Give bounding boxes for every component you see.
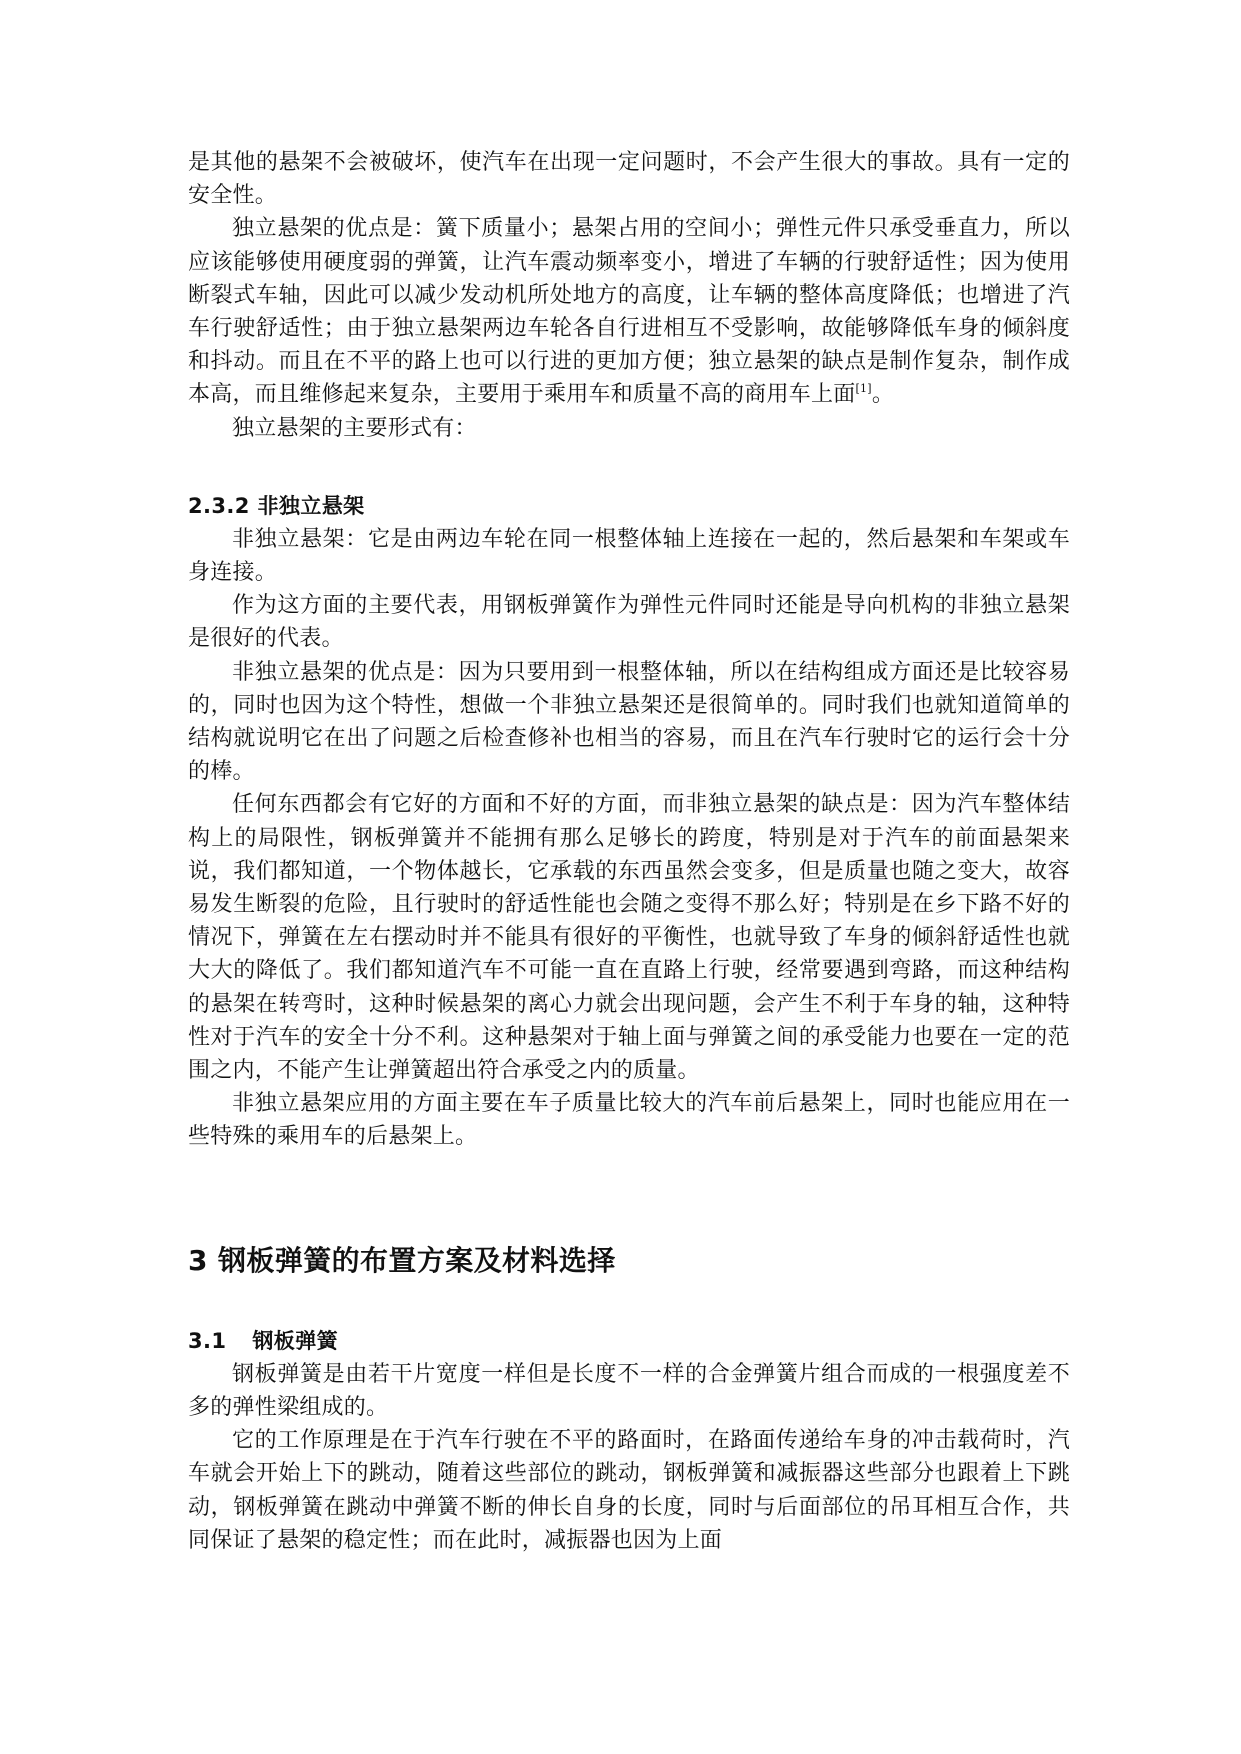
paragraph-independent-suspension-pros-cons <box>188 212 1070 411</box>
section-title: 非独立悬架 <box>257 493 365 518</box>
section-heading-3-1 <box>188 1325 1070 1358</box>
paragraph-independent-suspension-safety: 是其他的悬架不会被破坏，使汽车在出现一定问题时，不会产生很大的事故。具有一定的安全性。 <box>188 150 1070 209</box>
paragraph-dependent-suspension-definition: 非独立悬架：它是由两边车轮在同一根整体轴上连接在一起的，然后悬架和车架或车身连接。 <box>188 526 1070 586</box>
paragraph-dependent-suspension-applications: 非独立悬架应用的方面主要在车子质量比较大的汽车前后悬架上，同时也能应用在一些特殊的乘用车的后悬架上。 <box>188 1091 1070 1150</box>
paragraph-dependent-suspension-cons: 任何东西都会有它好的方面和不好的方面，而非独立悬架的缺点是：因为汽车整体结构上的局限性，钢板弹簧并不能拥有那么足够长的跨度，特别是对于汽车的前面悬架来说，我们都知道，一个物体越长，它承载的东西虽然会变多，但是质量也随之变大，故容易发生断裂的危险，且行驶时的舒适性能也会随之变得不那么好；特别是在乡下路不好的情况下，弹簧在左右摆动时并不能具有很好的平衡性，也就导致了车身的倾斜舒适性也就大大的降低了。我们都知道汽车不可能一直在直路上行驶，经常要遇到弯路，而这种结构的悬架在转弯时，这种时候悬架的离心力就会出现问题，会产生不利于车身的轴，这种特性对于汽车的安全十分不利。这种悬架对于轴上面与弹簧之间的承受能力也要在一定的范围之内，不能产生让弹簧超出符合承受之内的质量。 <box>188 792 1070 1084</box>
paragraph-leaf-spring-definition: 钢板弹簧是由若干片宽度一样但是长度不一样的合金弹簧片组合而成的一根强度差不多的弹性梁组成的。 <box>188 1361 1070 1420</box>
paragraph-text: 独立悬架的优点是：簧下质量小；悬架占用的空间小；弹性元件只承受垂直力，所以应该能够使用硬度弱的弹簧，让汽车震动频率变小，增进了车辆的行驶舒适性；因为使用断裂式车轴，因此可以减少发动机所处地方的高度，让车辆的整体高度降低；也增进了汽车行驶舒适性；由于独立悬架两边车轮各自行进相互不受影响，故能够降低车身的倾斜度和抖动。而且在不平的路上也可以行进的更加方便；独立悬架的缺点是制作复杂，制作成本高，而且维修起来复杂，主要用于乘用车和质量不高的商用车上面 <box>188 216 1070 408</box>
chapter-heading-3: 3 钢板弹簧的布置方案及材料选择 <box>188 1243 616 1277</box>
section-heading-2-3-2 <box>188 490 1070 523</box>
paragraph-independent-suspension-types: 独立悬架的主要形式有： <box>232 415 477 441</box>
citation-reference: [1] <box>855 382 872 396</box>
paragraph-leaf-spring-working-principle: 它的工作原理是在于汽车行驶在不平的路面时，在路面传递给车身的冲击载荷时，汽车就会开始上下的跳动，随着这些部位的跳动，钢板弹簧和减振器这些部分也跟着上下跳动，钢板弹簧在跳动中弹簧不断的伸长自身的长度，同时与后面部位的吊耳相互合作，共同保证了悬架的稳定性；而在此时，减振器也因为上面 <box>188 1428 1070 1553</box>
paragraph-dependent-suspension-pros: 非独立悬架的优点是：因为只要用到一根整体轴，所以在结构组成方面还是比较容易的，同时也因为这个特性，想做一个非独立悬架还是很简单的。同时我们也就知道简单的结构就说明它在出了问题之后检查修补也相当的容易，而且在汽车行驶时它的运行会十分的棒。 <box>188 659 1070 785</box>
section-number: 3.1 <box>188 1328 227 1353</box>
document-page <box>188 146 1070 1557</box>
section-title: 钢板弹簧 <box>252 1328 339 1353</box>
paragraph-end-punctuation: 。 <box>871 382 895 408</box>
section-number: 2.3.2 <box>188 493 250 518</box>
paragraph-dependent-suspension-example: 作为这方面的主要代表，用钢板弹簧作为弹性元件同时还能是导向机构的非独立悬架是很好的代表。 <box>188 593 1070 652</box>
